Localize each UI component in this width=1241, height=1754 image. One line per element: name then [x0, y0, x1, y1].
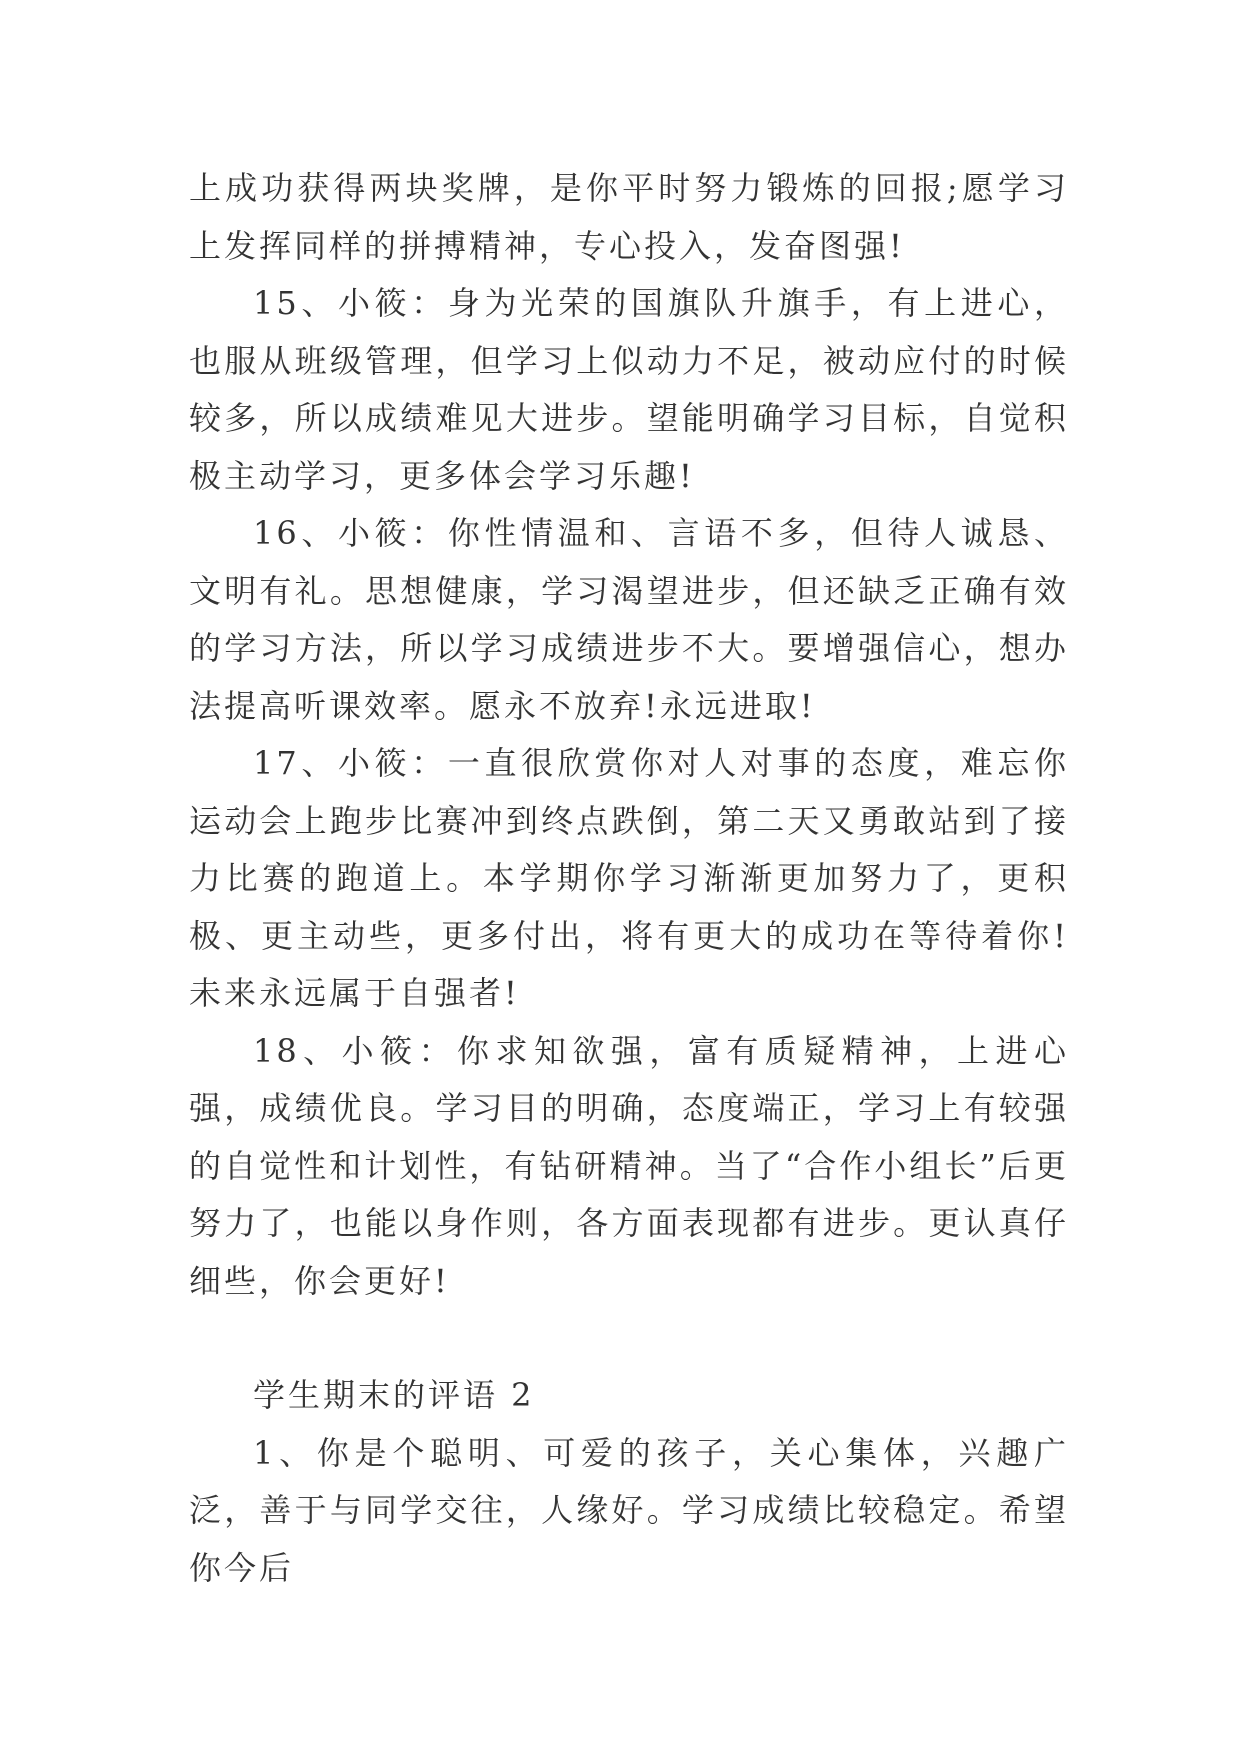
paragraph-comment-15: 15、小筱：身为光荣的国旗队升旗手，有上进心，也服从班级管理，但学习上似动力不足，被动应付的时候较多，所以成绩难见大进步。望能明确学习目标，自觉积极主动学习，更多体会学习乐趣! — [189, 284, 1069, 495]
paragraph-continuation: 上成功获得两块奖牌，是你平时努力锻炼的回报;愿学习上发挥同样的拼搏精神，专心投入，发奋图强! — [189, 169, 1069, 265]
paragraph-section2-comment-1: 1、你是个聪明、可爱的孩子，关心集体，兴趣广泛，善于与同学交往，人缘好。学习成绩比较稳定。希望你今后 — [189, 1433, 1069, 1587]
section-title: 学生期末的评语 2 — [253, 1376, 535, 1414]
paragraph-comment-17: 17、小筱：一直很欣赏你对人对事的态度，难忘你运动会上跑步比赛冲到终点跌倒，第二天又勇敢站到了接力比赛的跑道上。本学期你学习渐渐更加努力了，更积极、更主动些，更多付出，将有更大的成功在等待着你!未来永远属于自强者! — [189, 744, 1069, 1012]
document-body — [189, 160, 1069, 1597]
paragraph-comment-18: 18、小筱：你求知欲强，富有质疑精神，上进心强，成绩优良。学习目的明确，态度端正，学习上有较强的自觉性和计划性，有钻研精神。当了“合作小组长”后更努力了，也能以身作则，各方面表现都有进步。更认真仔细些，你会更好! — [189, 1031, 1069, 1300]
paragraph-comment-16: 16、小筱：你性情温和、言语不多，但待人诚恳、文明有礼。思想健康，学习渴望进步，但还缺乏正确有效的学习方法，所以学习成绩进步不大。要增强信心，想办法提高听课效率。愿永不放弃!永远进取! — [189, 514, 1069, 725]
